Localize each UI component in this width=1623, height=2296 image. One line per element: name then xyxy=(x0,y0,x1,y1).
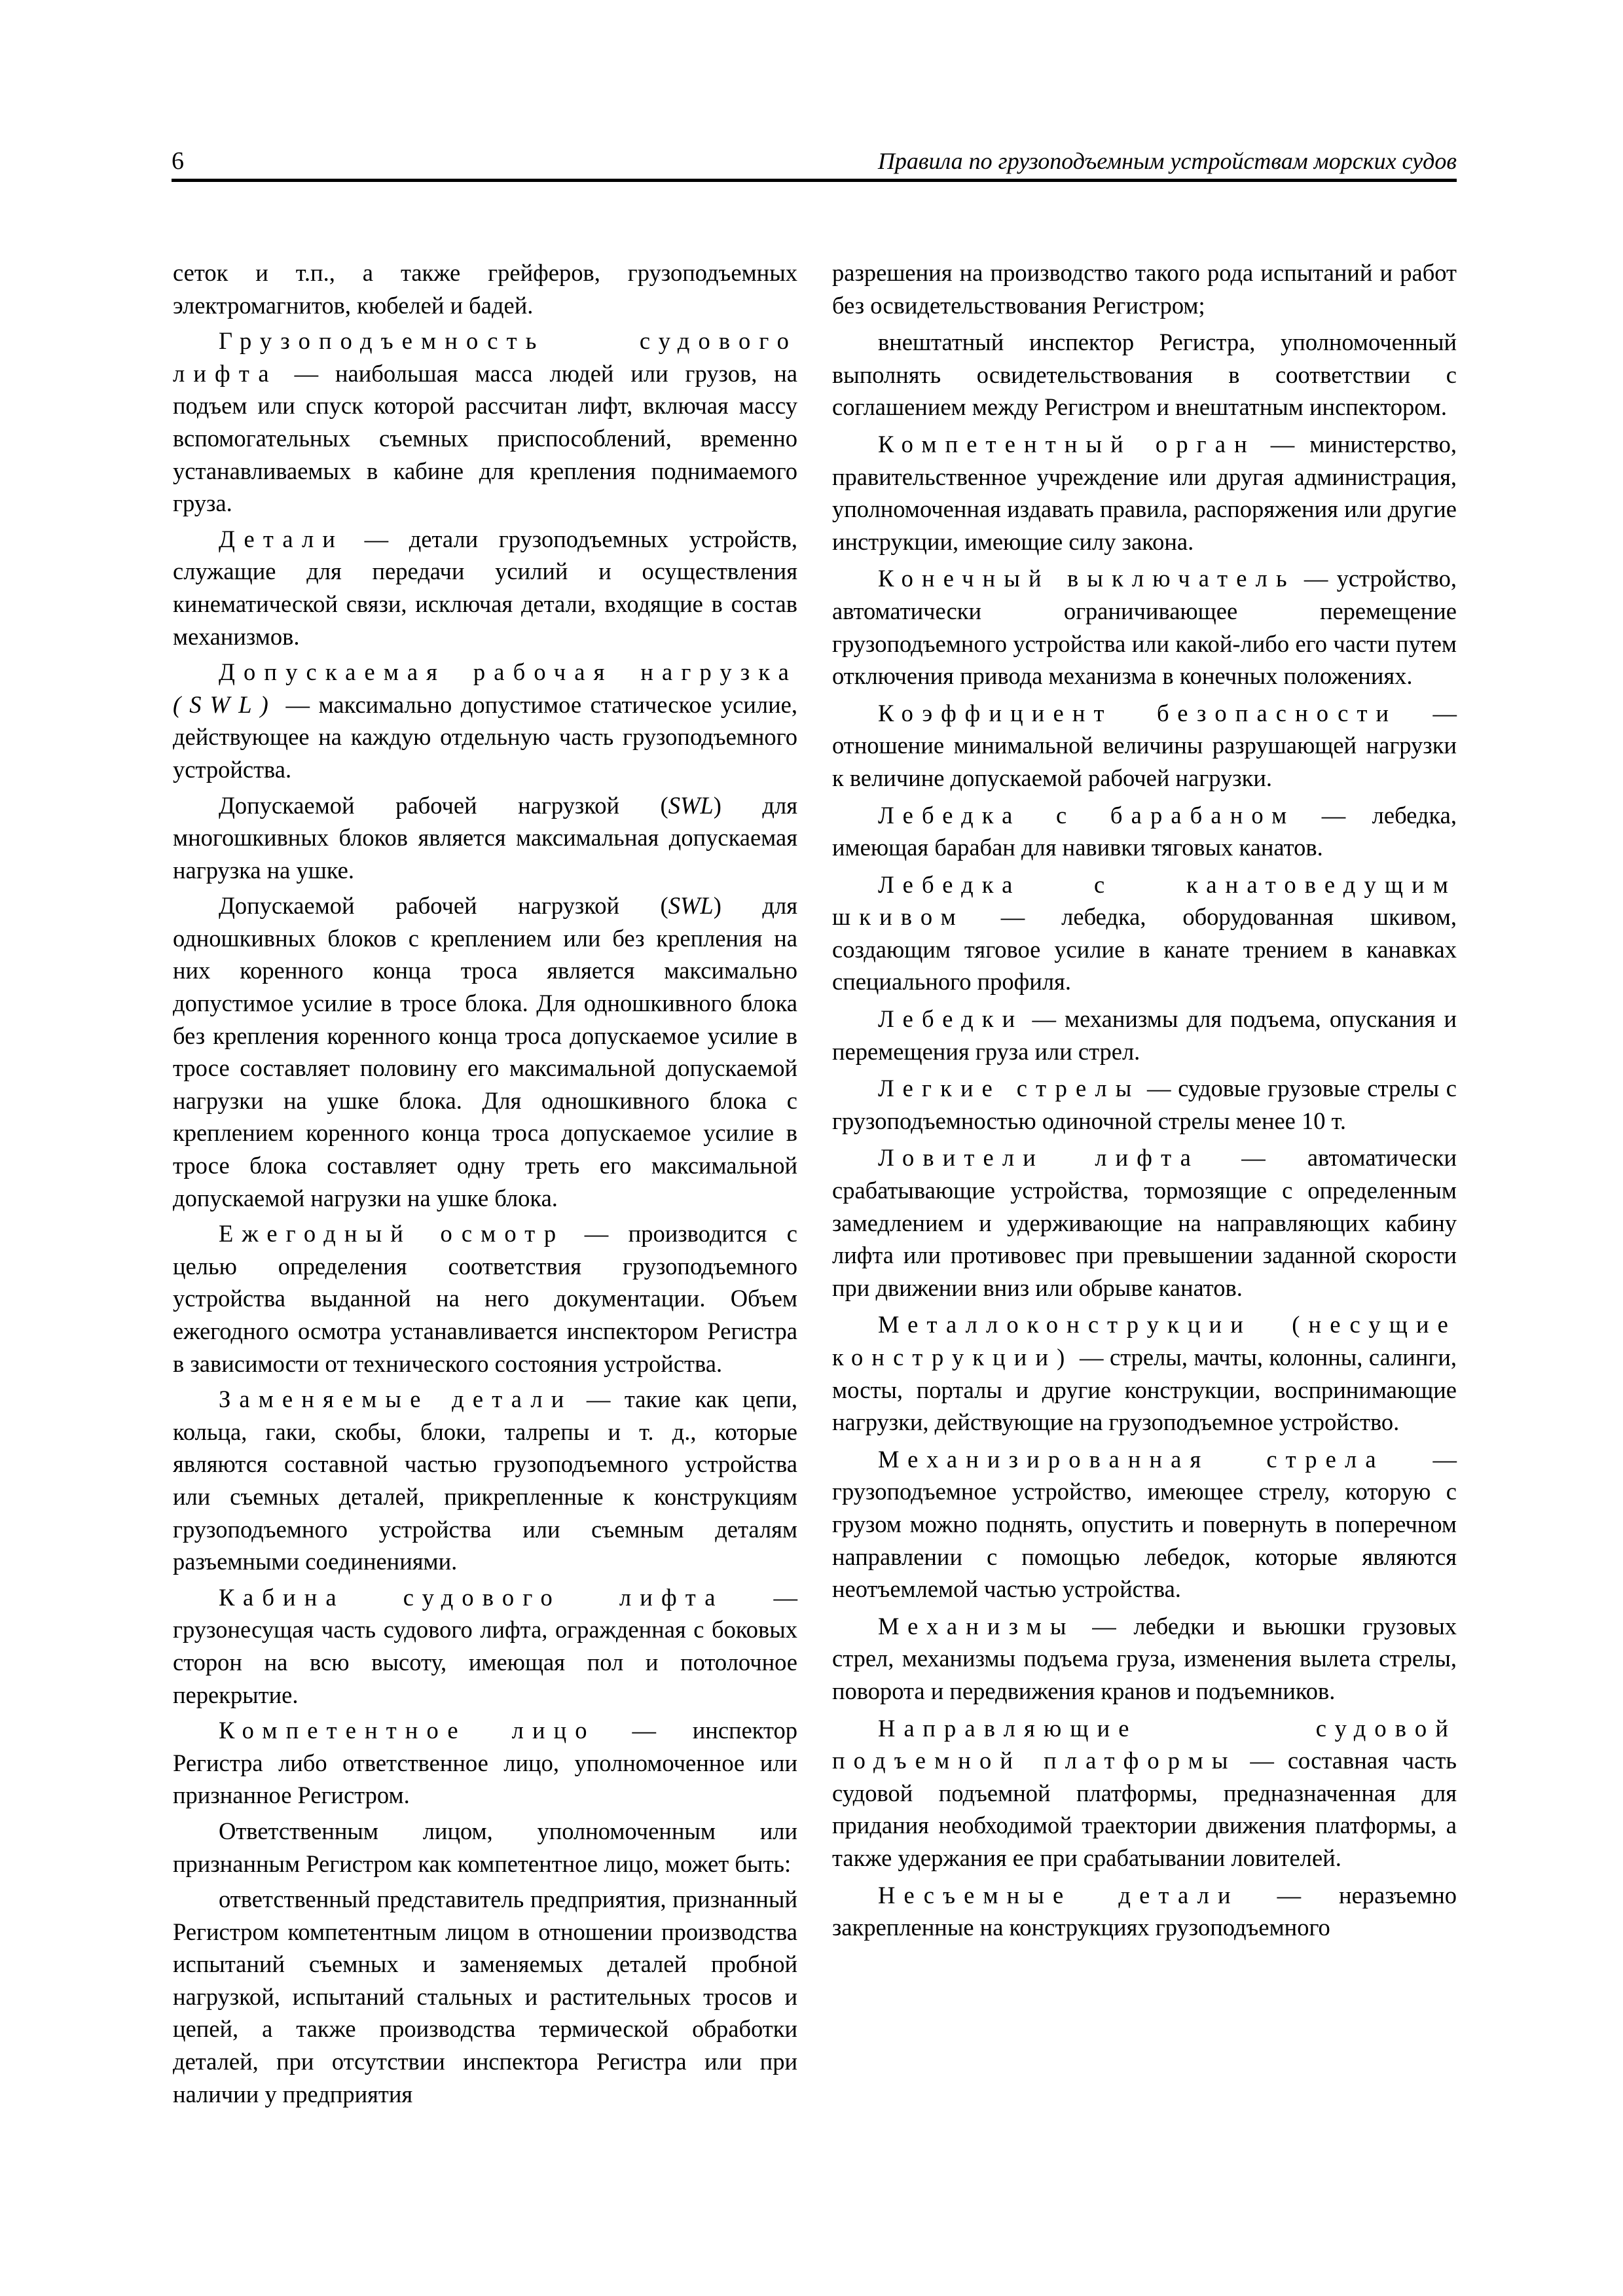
paragraph-text: ) для одношкивных блоков с креплением или без крепления на них коренного конца троса является максимально допустимое усилие в тросе блока. Для одношкивного блока без крепления коренного конца троса допускаемое усилие в тросе составляет половину его максимальной допускаемой нагрузки на ушке блока. Для одношкивного блока с креплением коренного конца троса допускаемое усилие в тросе блока составляет одну треть его максимальной допускаемой нагрузки на ушке блока. xyxy=(173,892,797,1211)
right-column xyxy=(832,257,1457,1948)
definition-text: — такие как цепи, кольца, гаки, скобы, блоки, талрепы и т. д., которые являются составной частью грузоподъемного устройства или съемных деталей, прикрепленные к конструкциям грузоподъемного устройства или съемным деталям разъемными соединениями. xyxy=(173,1386,797,1575)
definition-text: — стрелы, мачты, колонны, салинги, мосты, порталы и другие конструкции, воспринимающие нагрузки, действующие на грузоподъемное устройство. xyxy=(832,1344,1457,1436)
definition-paragraph xyxy=(173,1217,797,1380)
definition-paragraph xyxy=(173,656,797,785)
paragraph-text: Допускаемой рабочей нагрузкой ( xyxy=(219,791,668,819)
definition-text: — механизмы для подъема, опускания и перемещения груза или стрел. xyxy=(832,1005,1457,1065)
defined-term: Заменяемые детали xyxy=(219,1386,573,1413)
definition-text: — грузонесущая часть судового лифта, огражденная с боковых сторон на всю высоту, имеющая пол и потолочное перекрытие. xyxy=(173,1583,797,1708)
left-column xyxy=(173,257,797,2113)
defined-term: Механизмы xyxy=(878,1612,1075,1640)
definition-text: — наибольшая масса людей или грузов, на подъем или спуск которой рассчитан лифт, включая массу вспомогательных съемных приспособлений, временно устанавливаемых в кабине для крепления поднимаемого груза. xyxy=(173,359,797,517)
abbreviation: SWL xyxy=(668,791,714,819)
definition-text: — устройство, автоматически ограничивающее перемещение грузоподъемного устройства или какой-либо его части путем отключения привода механизма в конечных положениях. xyxy=(832,565,1457,690)
paragraph-text: Допускаемой рабочей нагрузкой ( xyxy=(219,892,668,920)
definition-paragraph xyxy=(832,1308,1457,1438)
definition-paragraph xyxy=(832,1712,1457,1874)
defined-term: Несъемные детали xyxy=(878,1881,1239,1909)
page-number: 6 xyxy=(172,147,184,175)
abbreviation: SWL xyxy=(668,892,714,920)
definition-text: — грузоподъемное устройство, имеющее стрелу, которую с грузом можно поднять, опустить и повернуть в поперечном направлении с помощью лебедок, которые являются неотъемлемой частью устройства. xyxy=(832,1445,1457,1603)
defined-term: Грузоподъемность судового лифта xyxy=(173,327,797,387)
definition-text: — производится с целью определения соответствия грузоподъемного устройства выданной на него документации. Объем ежегодного осмотра устанавливается инспектором Регистра в зависимости от технического состояния устройства. xyxy=(173,1220,797,1377)
definition-paragraph xyxy=(832,1141,1457,1304)
definition-paragraph xyxy=(173,1581,797,1711)
definition-text: — отношение минимальной величины разрушающей нагрузки к величине допускаемой рабочей нагрузки. xyxy=(832,699,1457,791)
body-paragraph: Ответственным лицом, уполномоченным или признанным Регистром как компетентное лицо, может быть: xyxy=(173,1817,797,1877)
header-rule xyxy=(172,179,1457,182)
definition-text: — инспектор Регистра либо ответственное лицо, уполномоченное или признанное Регистром. xyxy=(173,1717,797,1809)
definition-paragraph xyxy=(832,869,1457,998)
definition-text: — составная часть судовой подъемной платформы, предназначенная для придания необходимой траектории движения платформы, а также удержания ее при срабатывании ловителей. xyxy=(832,1747,1457,1871)
defined-term: Лебедки xyxy=(878,1005,1024,1033)
definition-text: — детали грузоподъемных устройств, служащие для передачи усилий и осуществления кинематической связи, исключая детали, входящие в состав механизмов. xyxy=(173,525,797,650)
definition-text: — лебедка, оборудованная шкивом, создающим тяговое усилие в канате трением в канавках специального профиля. xyxy=(832,903,1457,996)
paragraph-text: ) для многошкивных блоков является максимальная допускаемая нагрузка на ушке. xyxy=(173,791,797,884)
defined-term: Лебедка с барабаном xyxy=(878,801,1296,829)
defined-term: Ежегодный осмотр xyxy=(219,1220,565,1247)
definition-paragraph xyxy=(832,799,1457,864)
defined-term: Металлоконструкции (несущие конструкции) xyxy=(832,1311,1457,1371)
defined-term: Механизированная стрела xyxy=(878,1445,1385,1473)
defined-term: Конечный выключатель xyxy=(878,565,1296,592)
defined-term: Компетентное лицо xyxy=(219,1717,596,1744)
running-title: Правила по грузоподъемным устройствам морских судов xyxy=(877,148,1457,174)
paragraph-continuation: разрешения на производство такого рода испытаний и работ без освидетельствования Регистром; xyxy=(832,259,1457,319)
body-paragraph xyxy=(173,889,797,1214)
definition-paragraph xyxy=(832,697,1457,795)
definition-text: — судовые грузовые стрелы с грузоподъемностью одиночной стрелы менее 10 т. xyxy=(832,1075,1457,1134)
definition-text: — максимально допустимое статическое усилие, действующее на каждую отдельную часть грузоподъемного устройства. xyxy=(173,691,797,783)
defined-term: Направляющие судовой подъемной платформы xyxy=(832,1714,1457,1774)
definition-paragraph xyxy=(832,1879,1457,1944)
body-paragraph: внештатный инспектор Регистра, уполномоченный выполнять освидетельствования в соответствии с соглашением между Регистром и внештатным инспектором. xyxy=(832,329,1457,421)
defined-term: Коэффициент безопасности xyxy=(878,699,1398,726)
definition-text: — лебедка, имеющая барабан для навивки тяговых канатов. xyxy=(832,801,1457,861)
definition-paragraph xyxy=(173,523,797,653)
definition-text: — лебедки и вьюшки грузовых стрел, механизмы подъема груза, изменения вылета стрелы, поворота и передвижения кранов и подъемников. xyxy=(832,1612,1457,1704)
definition-paragraph xyxy=(832,1003,1457,1067)
defined-term: Детали xyxy=(219,525,344,552)
body-paragraph xyxy=(173,789,797,887)
definition-paragraph xyxy=(832,1610,1457,1708)
page-header xyxy=(172,145,1457,182)
defined-term: Компетентный орган xyxy=(878,430,1256,457)
definition-text: — неразъемно закрепленные на конструкциях грузоподъемного xyxy=(832,1881,1457,1941)
definition-paragraph xyxy=(173,325,797,520)
definition-paragraph xyxy=(832,428,1457,558)
definition-paragraph xyxy=(832,1443,1457,1605)
defined-term: Ловители лифта xyxy=(878,1144,1199,1172)
paragraph-continuation: сеток и т.п., а также грейферов, грузоподъемных электромагнитов, кюбелей и бадей. xyxy=(173,259,797,319)
definition-text: — министерство, правительственное учреждение или другая администрация, уполномоченная издавать правила, распоряжения или другие инструкции, имеющие силу закона. xyxy=(832,430,1457,555)
definition-paragraph xyxy=(173,1714,797,1812)
definition-paragraph xyxy=(832,1072,1457,1137)
definition-text: — автоматически срабатывающие устройства, тормозящие с определенным замедлением и удерживающие на направляющих кабину лифта или противовес при превышении заданной скорости при движении вниз или обрыве канатов. xyxy=(832,1144,1457,1301)
defined-term: Допускаемая рабочая нагрузка xyxy=(219,658,797,686)
definition-paragraph xyxy=(173,1383,797,1578)
defined-term: Кабина судового лифта xyxy=(219,1583,724,1611)
body-paragraph: ответственный представитель предприятия, признанный Регистром компетентным лицом в отношении производства испытаний съемных и заменяемых деталей пробной нагрузкой, испытаний стальных и растительных тросов и цепей, а также производства термической обработки деталей, при отсутствии инспектора Регистра или при наличии у предприятия xyxy=(173,1886,797,2108)
term-abbreviation: (SWL) xyxy=(173,691,277,718)
definition-paragraph xyxy=(832,562,1457,692)
defined-term: Легкие стрелы xyxy=(878,1075,1140,1102)
defined-term: Лебедка с канатоведущим шкивом xyxy=(832,870,1457,931)
